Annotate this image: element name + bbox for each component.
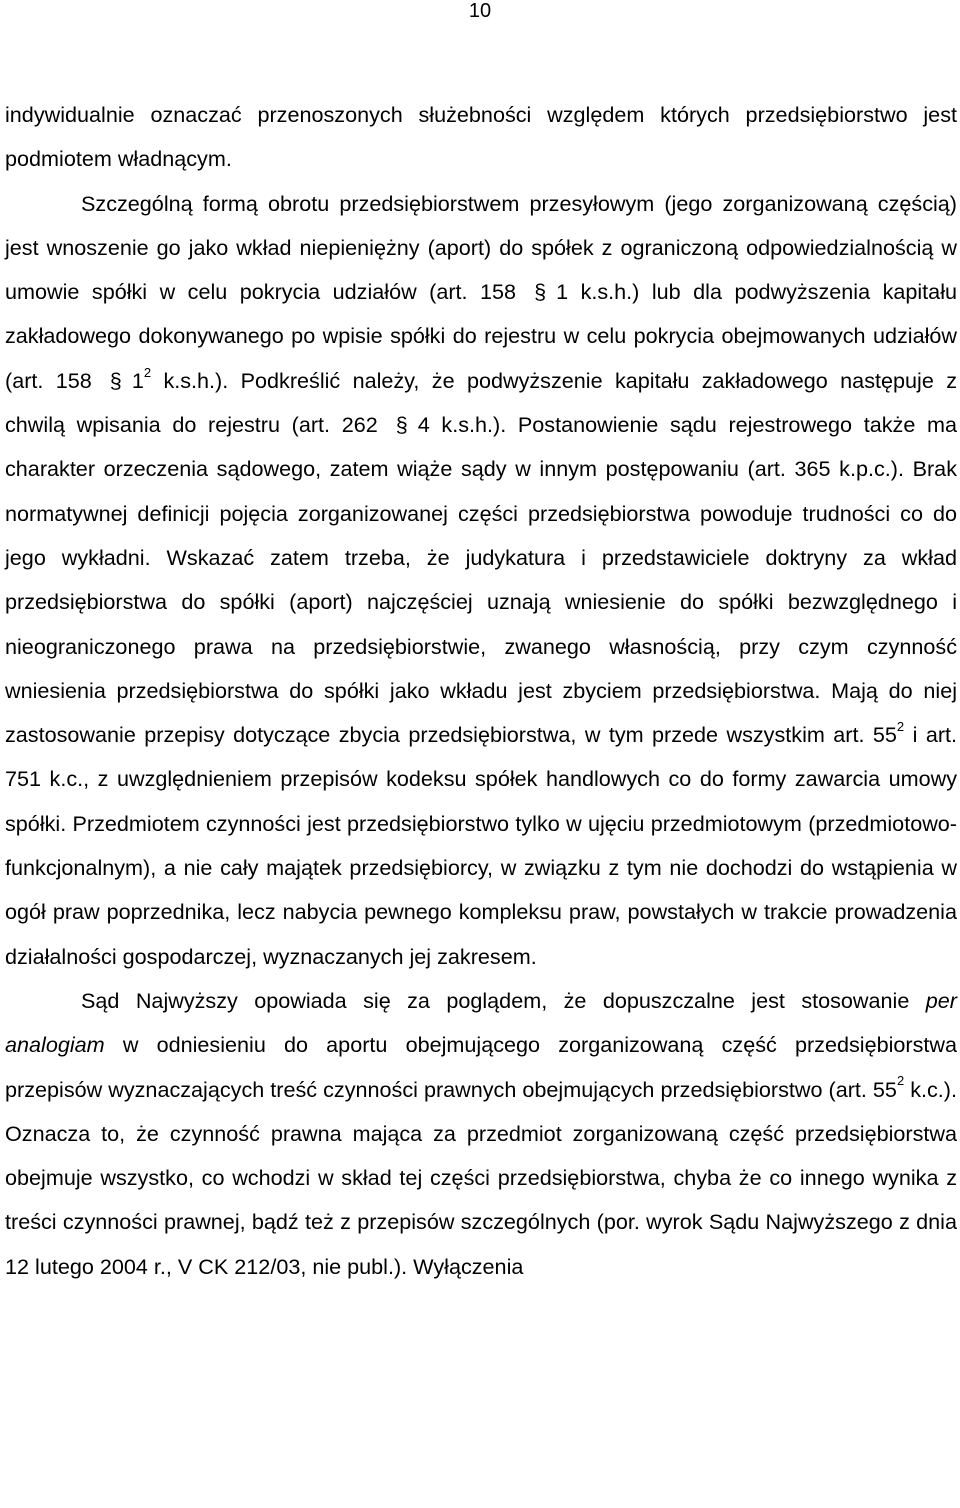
body-text [5, 93, 957, 1289]
paragraph-text: 1 k.s.h.) lub dla podwyższenia kapitału zakładowego dokonywanego po wpisie spółki do rejestru w celu pokrycia obejmowanych udziałów (art. 158 [5, 279, 957, 393]
paragraph-text: 4 k.s.h.). Postanowienie sądu rejestrowego także ma charakter orzeczenia sądowego, zatem wiąże sądy w innym postępowaniu (art. 365 k.p.c.). Brak normatywnej definicji pojęcia zorganizowanej części przedsiębiorstwa powoduje trudności co do jego wykładni. Wskazać zatem trzeba, że judykatura i przedstawiciele doktryny za wkład przedsiębiorstwa do spółki (aport) najczęściej uznają wniesienie do spółki bezwzględnego i nieograniczonego prawa na przedsiębiorstwie, zwanego własnością, przy czym czynność wniesienia przedsiębiorstwa do spółki jako wkładu jest zbyciem przedsiębiorstwa. Mają do niej zastosowanie przepisy dotyczące zbycia przedsiębiorstwa, w tym przede wszystkim art. 55 [5, 412, 957, 748]
paragraph-aport [5, 182, 957, 979]
section-sign: § [109, 367, 122, 393]
page-number: 10 [468, 0, 492, 22]
paragraph-text: w odniesieniu do aportu obejmującego zorganizowaną część przedsiębiorstwa przepisów wyznaczających treść czynności prawnych obejmujących przedsiębiorstwo (art. 55 [5, 1032, 957, 1102]
paragraph-text: Szczególną formą obrotu przedsiębiorstwem przesyłowym (jego zorganizowaną częścią) jest wnoszenie go jako wkład niepieniężny (aport) do spółek z ograniczoną odpowiedzialnością w umowie spółki w celu pokrycia udziałów (art. 158 [5, 190, 957, 305]
paragraph-text: Sąd Najwyższy opowiada się za poglądem, że dopuszczalne jest stosowanie [81, 987, 910, 1013]
paragraph-text: 1 [131, 367, 144, 393]
section-sign: § [395, 412, 408, 438]
superscript: 2 [143, 364, 152, 380]
superscript: 2 [896, 1073, 905, 1089]
paragraph-supreme-court [5, 979, 957, 1289]
paragraph-text: k.s.h.). Podkreślić należy, że podwyższenie kapitału zakładowego następuje z chwilą wpisania do rejestru (art. 262 [5, 367, 957, 438]
paragraph-text: i art. 751 k.c., z uwzględnieniem przepisów kodeksu spółek handlowych co do formy zawarcia umowy spółki. Przedmiotem czynności jest przedsiębiorstwo tylko w ujęciu przedmiotowym (przedmiotowo-funkcjonalnym), a nie cały majątek przedsiębiorcy, w związku z tym nie dochodzi do wstąpienia w ogół praw poprzednika, lecz nabycia pewnego kompleksu praw, powstałych w trakcie prowadzenia działalności gospodarczej, wyznaczanych jej zakresem. [5, 722, 958, 969]
latin-term: per analogiam [5, 987, 957, 1058]
paragraph-text: k.c.). Oznacza to, że czynność prawna mająca za przedmiot zorganizowaną część przedsiębiorstwa obejmuje wszystko, co wchodzi w skład tej części przedsiębiorstwa, chyba że co innego wynika z treści czynności prawnej, bądź też z przepisów szczególnych (por. wyrok Sądu Najwyższego z dnia 12 lutego 2004 r., V CK 212/03, nie publ.). Wyłączenia [5, 1076, 957, 1279]
section-sign: § [534, 279, 547, 305]
paragraph-text: indywidualnie oznaczać przenoszonych służebności względem których przedsiębiorstwo jest podmiotem władnącym. [5, 102, 957, 172]
superscript: 2 [896, 718, 905, 734]
paragraph-continued [5, 93, 957, 182]
